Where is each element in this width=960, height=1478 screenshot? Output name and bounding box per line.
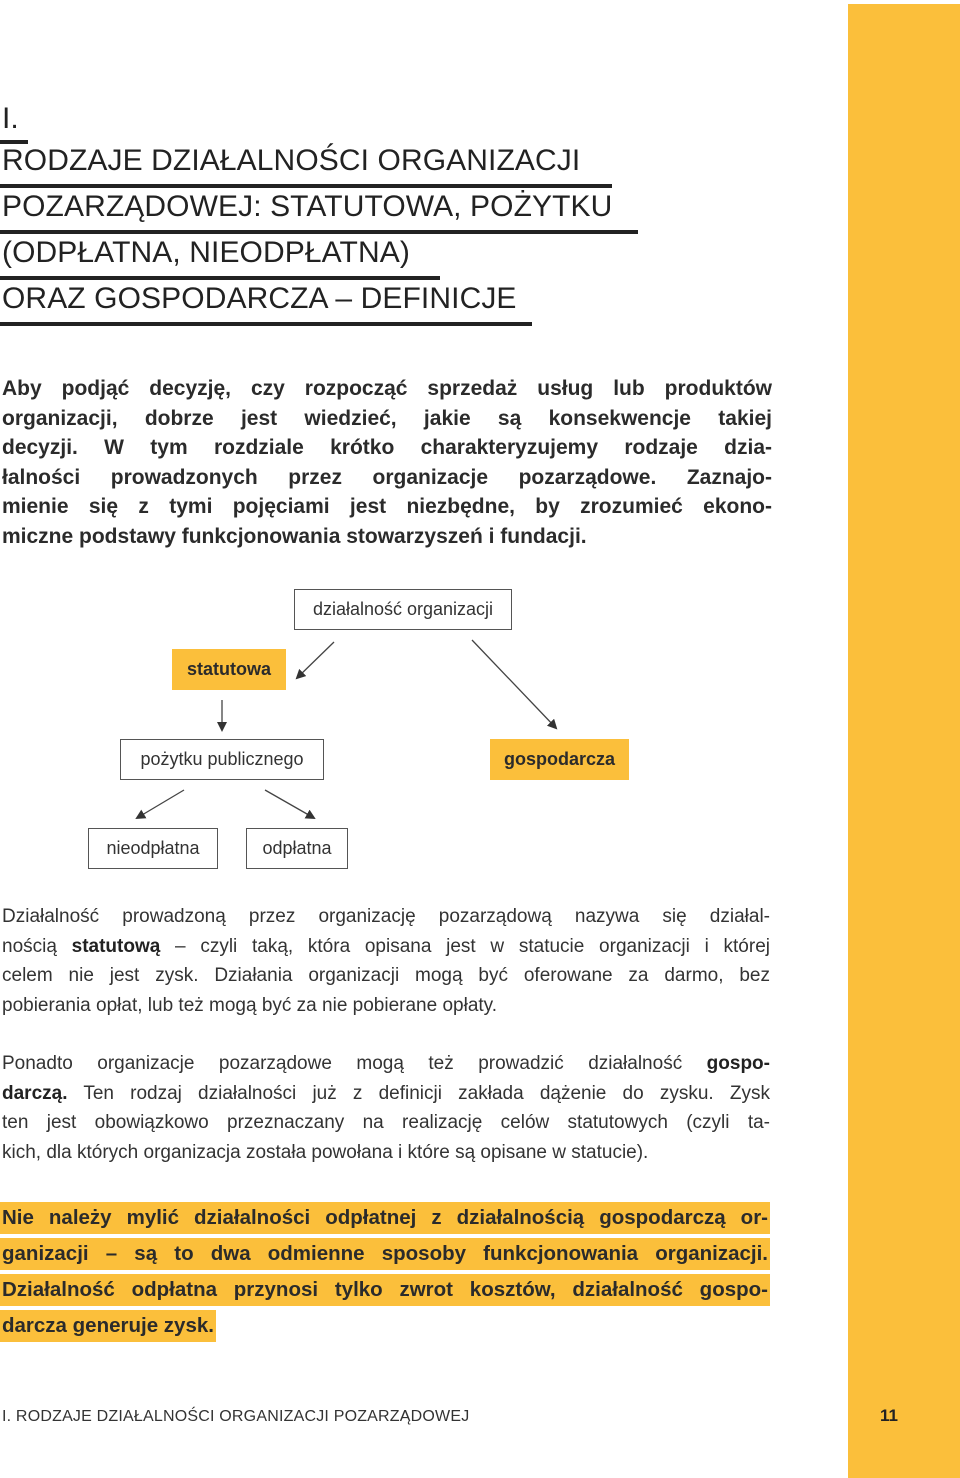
title-rule-2 [0,230,638,234]
diagram-node-economic-label: gospodarcza [503,749,616,769]
arrow-public-benefit-to-unpaid [137,790,184,818]
emphasis-statutory: statutową [71,935,161,957]
diagram-node-statutory-label: statutowa [186,659,271,679]
lead-line: miczne podstawy funkcjonowania stowarzyszeń i fundacji. [2,524,587,548]
chapter-title-line-3: (ODPŁATNA, NIEODPŁATNA) [2,236,410,269]
arrow-root-to-statutory [297,642,334,678]
highlighted-callout [0,1198,770,1344]
chapter-title-line-2: POZARZĄDOWEJ: STATUTOWA, POŻYTKU [2,190,613,223]
text-run: nością [2,935,72,957]
lead-line: łalności prowadzonych przez organizacje pozarządowe. Zaznajo- [2,465,772,489]
emphasis-economic-part1: gospo- [706,1053,770,1074]
arrow-root-to-economic [472,640,556,728]
page-number: 11 [880,1406,898,1425]
diagram-node-economic [490,739,629,780]
callout-line: Nie należy mylić działalności odpłatnej z działalnością gospodarczą or- [0,1202,770,1234]
callout-line: ganizacji – są to dwa odmienne sposoby funkcjonowania organizacji. [0,1238,770,1270]
lead-line: decyzji. W tym rozdziale krótko charakteryzujemy rodzaje dzia- [2,436,772,459]
title-rule-4 [0,322,532,326]
paragraph-line [2,1079,770,1109]
paragraph-line: kich, dla których organizacja została powołana i które są opisane w statucie). [2,1141,649,1163]
diagram-node-paid [246,828,348,869]
running-footer-title: I. RODZAJE DZIAŁALNOŚCI ORGANIZACJI POZARZĄDOWEJ [2,1408,470,1425]
diagram-node-public-benefit-label: pożytku publicznego [140,749,304,769]
paragraph-statutory [2,902,770,1020]
diagram-node-public-benefit [120,739,324,780]
diagram-node-root [294,589,512,630]
lead-line: mienie się z tymi pojęciami jest niezbędne, by zrozumieć ekono- [2,495,772,518]
chapter-number: I. [2,102,19,135]
paragraph-line: pobierania opłat, lub też mogą być za nie pobierane opłaty. [2,994,498,1016]
text-run: Ten rodzaj działalności już z definicji zakłada dążenie do zysku. Zysk [67,1082,770,1104]
text-run: – czyli taką, która opisana jest w statucie organizacji i której [160,935,770,957]
paragraph-line: celem nie jest zysk. Działania organizacji mogą być oferowane za darmo, bez [2,965,770,986]
lead-line: Aby podjąć decyzję, czy rozpocząć sprzedaż usług lub produktów [2,377,772,400]
title-rule-1 [0,184,612,188]
diagram-node-root-label: działalność organizacji [312,599,494,619]
arrow-public-benefit-to-paid [265,790,314,818]
paragraph-economic [2,1049,770,1167]
lead-paragraph [2,374,772,551]
paragraph-line [2,1049,770,1079]
diagram-node-paid-label: odpłatna [262,838,332,858]
diagram-node-unpaid-label: nieodpłatna [106,838,200,858]
emphasis-economic-part2: darczą. [2,1082,68,1104]
lead-line: organizacji, dobrze jest wiedzieć, jakie są konsekwencje takiej [2,406,772,430]
callout-line: darcza generuje zysk. [0,1310,216,1342]
paragraph-line [2,932,770,962]
chapter-title-line-4: ORAZ GOSPODARCZA – DEFINICJE [2,282,517,315]
chapter-title-line-1: RODZAJE DZIAŁALNOŚCI ORGANIZACJI [2,144,581,177]
title-rule-3 [0,276,440,280]
paragraph-line: ten jest obowiązkowo przeznaczany na realizację celów statutowych (czyli ta- [2,1112,770,1133]
callout-line: Działalność odpłatna przynosi tylko zwrot kosztów, działalność gospo- [0,1274,770,1306]
diagram-node-statutory [172,649,286,690]
paragraph-line: Działalność prowadzoną przez organizację pozarządową nazywa się działal- [2,906,770,927]
diagram-node-unpaid [88,828,218,869]
side-accent-band [848,4,960,1478]
text-run: Ponadto organizacje pozarządowe mogą też prowadzić działalność [2,1053,707,1074]
